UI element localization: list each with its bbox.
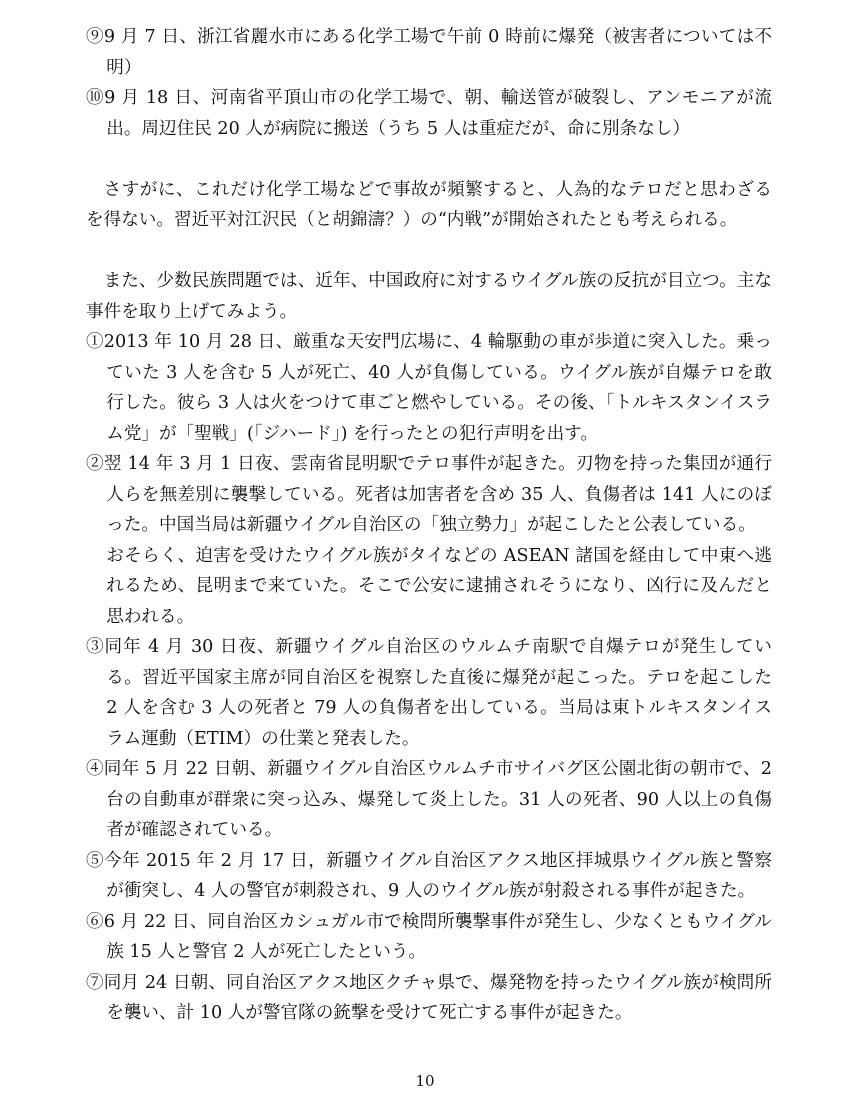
event-item: ①2013 年 10 月 28 日、厳重な天安門広場に、4 輪駆動の車が歩道に突入した。乗っていた 3 人を含む 5 人が死亡、40 人が負傷している。ウイグル族が自爆テロを敢行した。彼ら 3 人は火をつけて車ごと燃やしている。その後、「トルキスタンイスラム党」が「聖戦」(「ジハード」) を行ったとの犯行声明を出す。 — [86, 332, 772, 444]
body-paragraph: さすがに、これだけ化学工場などで事故が頻繁すると、人為的なテロだと思わざるを得ない。習近平対江沢民（と胡錦濤？）の“内戦”が開始されたとも考えられる。 — [86, 179, 772, 230]
event-item: ③同年 4 月 30 日夜、新疆ウイグル自治区のウルムチ南駅で自爆テロが発生している。習近平国家主席が同自治区を視察した直後に爆発が起こった。テロを起こした 2 人を含む 3 人の死者と 79 人の負傷者を出している。当局は東トルキスタンイスラム運動（ETIM）の仕業と発表した。 — [86, 637, 772, 749]
event-item: ②翌 14 年 3 月 1 日夜、雲南省昆明駅でテロ事件が起きた。刃物を持った集団が通行人らを無差別に襲撃している。死者は加害者を含め 35 人、負傷者は 141 人にのぼった。中国当局は新疆ウイグル自治区の「独立勢力」が起こしたと公表している。 — [86, 454, 772, 535]
event-note: おそらく、迫害を受けたウイグル族がタイなどの ASEAN 諸国を経由して中東へ逃れるため、昆明まで来ていた。そこで公安に逮捕されそうになり、凶行に及んだと思われる。 — [106, 545, 772, 627]
page-number: 10 — [415, 1072, 435, 1090]
event-item: ⑦同月 24 日朝、同自治区アクス地区クチャ県で、爆発物を持ったウイグル族が検問所を襲い、計 10 人が警官隊の銃撃を受けて死亡する事件が起きた。 — [86, 972, 772, 1023]
event-item: ⑥6 月 22 日、同自治区カシュガル市で検問所襲撃事件が発生し、少なくともウイグル族 15 人と警官 2 人が死亡したという。 — [86, 911, 772, 962]
body-paragraph: また、少数民族問題では、近年、中国政府に対するウイグル族の反抗が目立つ。主な事件を取り上げてみよう。 — [86, 271, 772, 322]
event-item: ④同年 5 月 22 日朝、新疆ウイグル自治区ウルムチ市サイバグ区公園北街の朝市で、2 台の自動車が群衆に突っ込み、爆発して炎上した。31 人の死者、90 人以上の負傷者が確認されている。 — [86, 759, 772, 840]
list-item: ⑩9 月 18 日、河南省平頂山市の化学工場で、朝、輸送管が破裂し、アンモニアが流出。周辺住民 20 人が病院に搬送（うち 5 人は重症だが、命に別条なし） — [86, 88, 772, 139]
list-item: ⑨9 月 7 日、浙江省麗水市にある化学工場で午前 0 時前に爆発（被害者については不明） — [86, 27, 772, 78]
paragraph-gap — [86, 144, 772, 175]
event-item: ⑤今年 2015 年 2 月 17 日，新疆ウイグル自治区アクス地区拝城県ウイグル族と警察が衝突し、4 人の警官が刺殺され、9 人のウイグル族が射殺される事件が起きた。 — [86, 850, 772, 901]
document-page — [86, 22, 772, 1029]
paragraph-gap — [86, 236, 772, 267]
